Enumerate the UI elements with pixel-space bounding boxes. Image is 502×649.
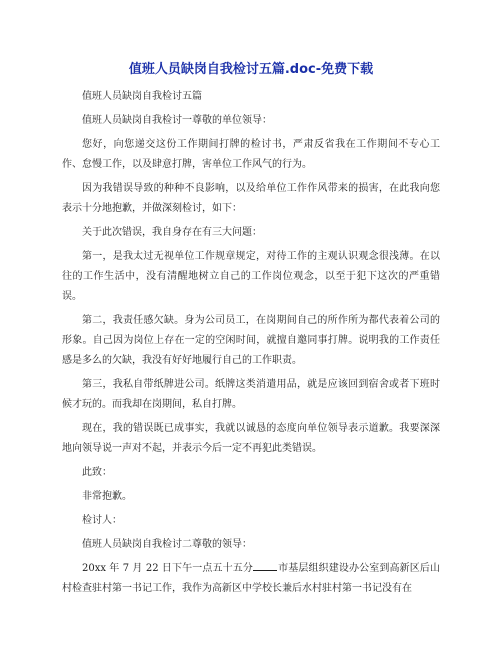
paragraph-problems-lead: 关于此次错误，我自身存在有三大问题： — [82, 227, 262, 238]
paragraph-problem-3: 第三，我私自带纸牌进公司。纸牌这类消遣用品，就是应该回到宿舍或者下班时候才玩的。而我却在岗期间，私自打牌。 — [62, 379, 440, 410]
paragraph-salutation-1: 值班人员缺岗自我检讨一尊敬的单位领导： — [82, 115, 272, 126]
paragraph-heading: 值班人员缺岗自我检讨五篇 — [82, 91, 202, 102]
paragraph-problem-1: 第一，是我太过无视单位工作规章规定，对待工作的主观认识观念很浅薄。在以往的工作生活中，没有清醒地树立自己的工作岗位观念，以至于犯下这次的严重错误。 — [62, 251, 440, 302]
paragraph-incident — [62, 559, 440, 599]
paragraph-intro: 您好，向您递交这份工作期间打牌的检讨书，严肃反省我在工作期间不专心工作、怠慢工作，以及肆意打牌，害单位工作风气的行为。 — [62, 139, 440, 170]
paragraph-signature: 检讨人： — [82, 515, 122, 526]
paragraph-problem-2: 第二，我责任感欠缺。身为公司员工，在岗期间自己的所作所为都代表着公司的形象。自己因为岗位上存在一定的空闲时间，就擅自邀同事打牌。说明我的工作责任感是多么的欠缺，我没有好好地履行自己的工作职责。 — [62, 315, 440, 366]
paragraph-apology: 因为我错误导致的种种不良影响，以及给单位工作作风带来的损害，在此我向您表示十分地抱歉，并做深刻检讨，如下： — [62, 183, 440, 214]
incident-time-text: 20xx 年 7 月 22 日下午一点五十五分 — [82, 563, 253, 574]
paragraph-salutation-2: 值班人员缺岗自我检讨二尊敬的领导： — [82, 539, 252, 550]
incident-detail-text: 市基层组织建设办公室到高新区后山村检查驻村第一书记工作，我作为高新区中学校长兼后水村驻村第一书记没有在 — [62, 563, 441, 594]
document-title: 值班人员缺岗自我检讨五篇.doc-免费下载 — [128, 62, 374, 77]
paragraph-conclusion: 现在，我的错误既已成事实，我就以诚恳的态度向单位领导表示道歉。我要深深地向领导说一声对不起，并表示今后一定不再犯此类错误。 — [62, 423, 440, 454]
paragraph-closing: 此致： — [82, 467, 112, 478]
paragraph-sorry: 非常抱歉。 — [82, 491, 132, 502]
blank-underline — [253, 560, 277, 571]
